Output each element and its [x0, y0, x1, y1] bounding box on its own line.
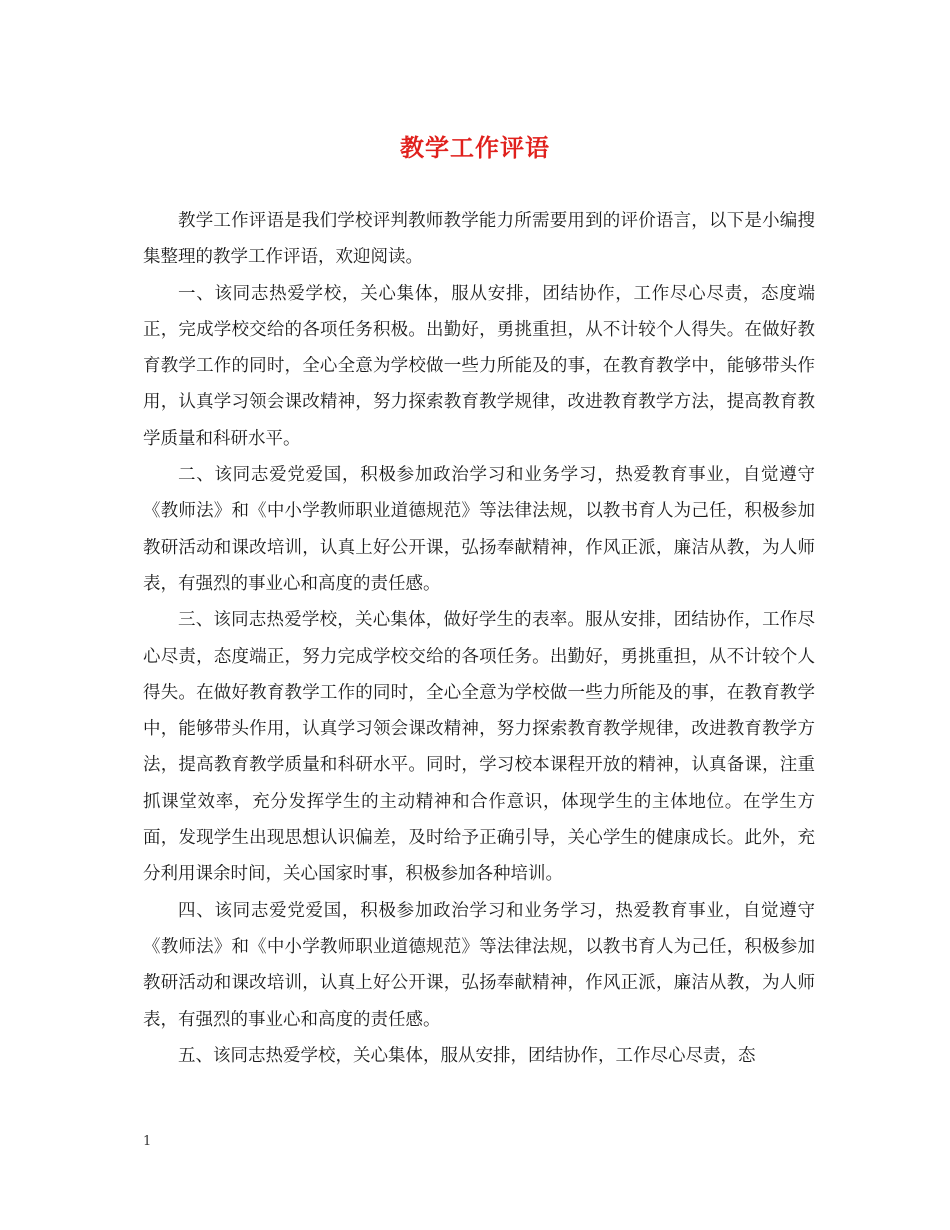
comment-paragraph-1: 一、该同志热爱学校，关心集体，服从安排，团结协作，工作尽心尽责，态度端正，完成学校交给的各项任务积极。出勤好，勇挑重担，从不计较个人得失。在做好教育教学工作的同时，全心全意为学校做一些力所能及的事，在教育教学中，能够带头作用，认真学习领会课改精神，努力探索教育教学规律，改进教育教学方法，提高教育教学质量和科研水平。 — [143, 283, 815, 449]
page-number: 1 — [143, 1134, 152, 1149]
comment-paragraph-4: 四、该同志爱党爱国，积极参加政治学习和业务学习，热爱教育事业，自觉遵守《教师法》和《中小学教师职业道德规范》等法律法规，以教书育人为己任，积极参加教研活动和课改培训，认真上好公开课，弘扬奉献精神，作风正派，廉洁从教，为人师表，有强烈的事业心和高度的责任感。 — [143, 900, 815, 1030]
document-title: 教学工作评语 — [400, 133, 550, 162]
comment-paragraph-2: 二、该同志爱党爱国，积极参加政治学习和业务学习，热爱教育事业，自觉遵守《教师法》和《中小学教师职业道德规范》等法律法规，以教书育人为己任，积极参加教研活动和课改培训，认真上好公开课，弘扬奉献精神，作风正派，廉洁从教，为人师表，有强烈的事业心和高度的责任感。 — [143, 465, 815, 594]
comment-paragraph-5: 五、该同志热爱学校，关心集体，服从安排，团结协作，工作尽心尽责，态 — [178, 1045, 756, 1066]
comment-paragraph-3: 三、该同志热爱学校，关心集体，做好学生的表率。服从安排，团结协作，工作尽心尽责，态度端正，努力完成学校交给的各项任务。出勤好，勇挑重担，从不计较个人得失。在做好教育教学工作的同时，全心全意为学校做一些力所能及的事，在教育教学中，能够带头作用，认真学习领会课改精神，努力探索教育教学规律，改进教育教学方法，提高教育教学质量和科研水平。同时，学习校本课程开放的精神，认真备课，注重抓课堂效率，充分发挥学生的主动精神和合作意识，体现学生的主体地位。在学生方面，发现学生出现思想认识偏差，及时给予正确引导，关心学生的健康成长。此外，充分利用课余时间，关心国家时事，积极参加各种培训。 — [143, 610, 815, 885]
document-body — [143, 203, 815, 1074]
intro-paragraph: 教学工作评语是我们学校评判教师教学能力所需要用到的评价语言，以下是小编搜集整理的教学工作评语，欢迎阅读。 — [143, 211, 815, 268]
